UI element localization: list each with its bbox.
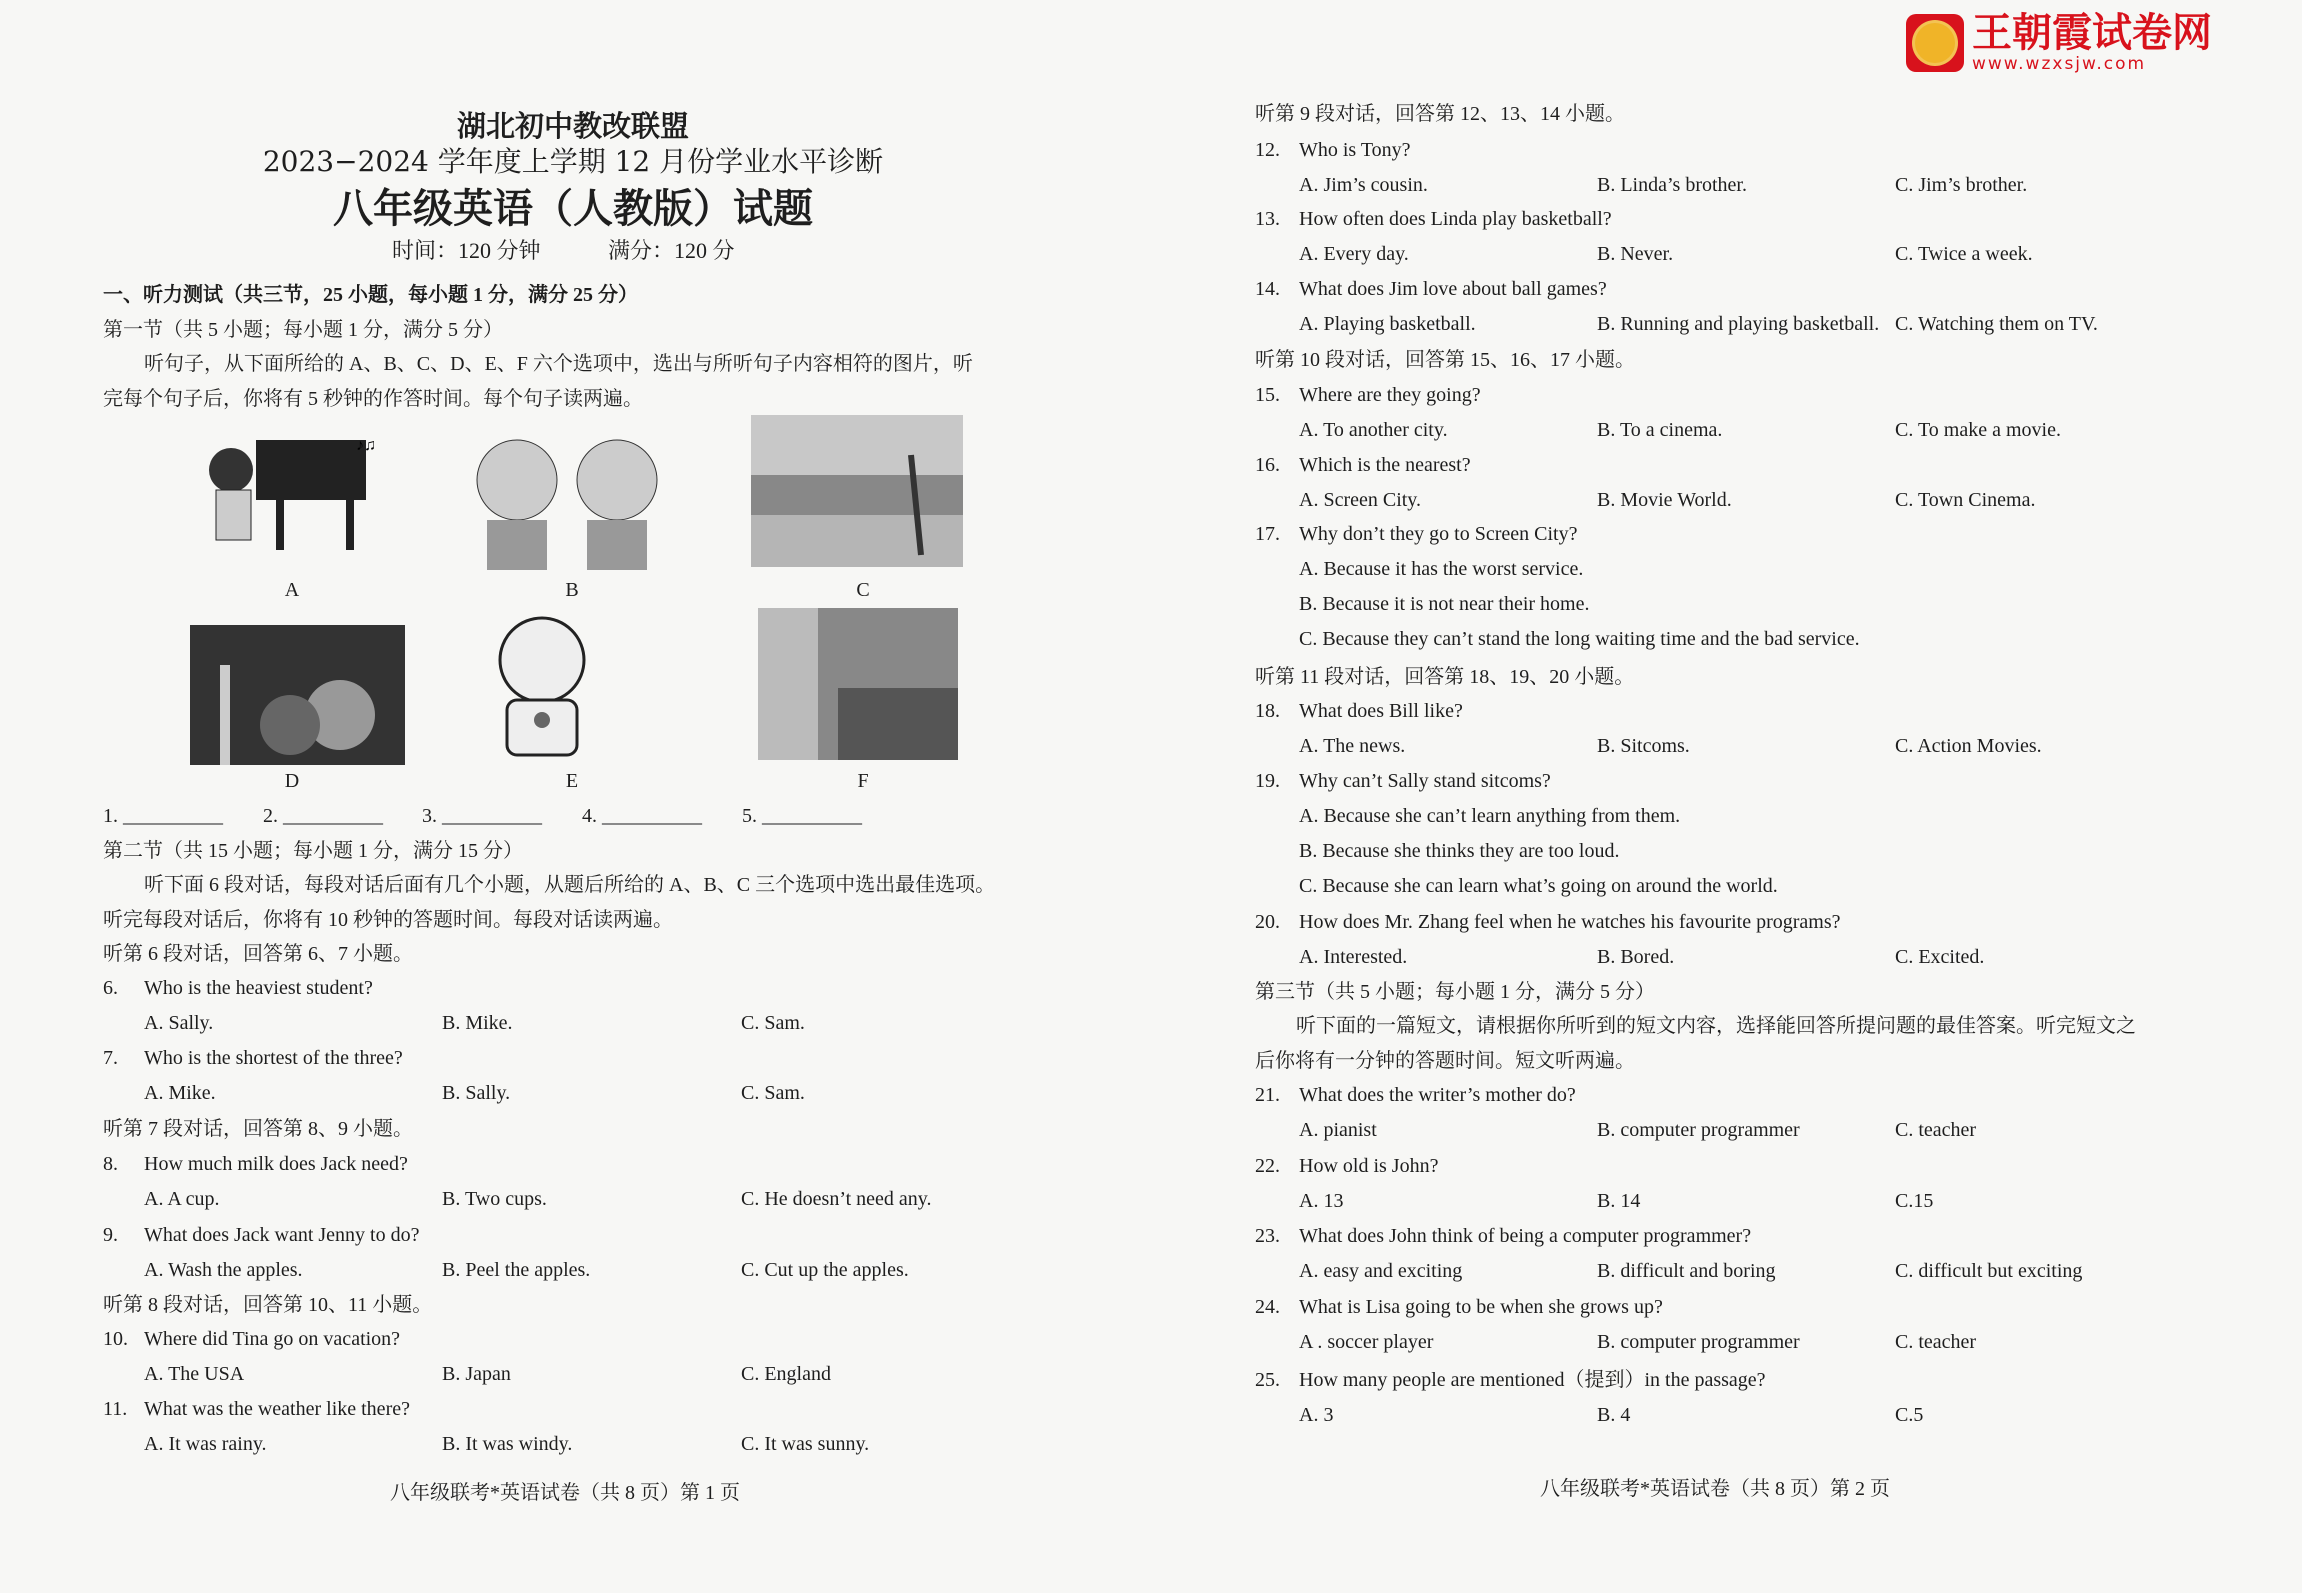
answer-blank[interactable]: 2. __________ xyxy=(263,805,383,827)
question-text: What is Lisa going to be when she grows up? xyxy=(1299,1296,1663,1318)
option-b[interactable]: B. Because she thinks they are too loud. xyxy=(1299,840,1620,862)
option-a[interactable]: A. 13 xyxy=(1299,1190,1344,1212)
question-text: Who is the heaviest student? xyxy=(144,977,373,999)
question-text: Where did Tina go on vacation? xyxy=(144,1328,401,1350)
page-footer-2: 八年级联考*英语试卷（共 8 页）第 2 页 xyxy=(1540,1478,1890,1500)
answer-blank[interactable]: 3. __________ xyxy=(422,805,542,827)
sec3-instructions-2: 后你将有一分钟的答题时间。短文听两遍。 xyxy=(1255,1050,1635,1072)
question-number: 25. xyxy=(1255,1369,1280,1391)
dialogue-heading: 听第 9 段对话，回答第 12、13、14 小题。 xyxy=(1255,103,1625,125)
option-a[interactable]: A. A cup. xyxy=(144,1188,220,1210)
question-text: What was the weather like there? xyxy=(144,1398,410,1420)
question-text: Who is Tony? xyxy=(1299,139,1411,161)
question-number: 22. xyxy=(1255,1155,1280,1177)
picture-c-beach xyxy=(751,415,963,567)
option-a[interactable]: A. Mike. xyxy=(144,1082,216,1104)
dialogue-heading: 听第 11 段对话，回答第 18、19、20 小题。 xyxy=(1255,666,1635,688)
option-c[interactable]: C. It was sunny. xyxy=(741,1433,870,1455)
option-a[interactable]: A. Wash the apples. xyxy=(144,1259,303,1281)
sec2-heading: 第二节（共 15 小题；每小题 1 分，满分 15 分） xyxy=(103,840,523,862)
option-b[interactable]: B. Movie World. xyxy=(1597,489,1732,511)
picture-d-vegetables xyxy=(190,625,405,765)
sec2-instructions-2: 听完每段对话后，你将有 10 秒钟的答题时间。每段对话读两遍。 xyxy=(103,909,673,931)
question-text: How much milk does Jack need? xyxy=(144,1153,408,1175)
sec1-instructions-2: 完每个句子后，你将有 5 秒钟的作答时间。每个句子读两遍。 xyxy=(103,388,643,410)
dialogue-heading: 听第 8 段对话，回答第 10、11 小题。 xyxy=(103,1294,433,1316)
question-text: How often does Linda play basketball? xyxy=(1299,208,1612,230)
option-b[interactable]: B. To a cinema. xyxy=(1597,419,1723,441)
question-number: 19. xyxy=(1255,770,1280,792)
option-c[interactable]: C. He doesn’t need any. xyxy=(741,1188,932,1210)
picture-label-f: F xyxy=(857,770,869,792)
sec1-heading: 第一节（共 5 小题；每小题 1 分，满分 5 分） xyxy=(103,319,503,341)
option-a[interactable]: A. Playing basketball. xyxy=(1299,313,1476,335)
question-number: 24. xyxy=(1255,1296,1280,1318)
option-c[interactable]: C. Excited. xyxy=(1895,946,1985,968)
question-number: 9. xyxy=(103,1224,118,1246)
picture-label-d: D xyxy=(284,770,300,792)
question-number: 14. xyxy=(1255,278,1280,300)
option-b[interactable]: B. difficult and boring xyxy=(1597,1260,1776,1282)
sec3-instructions: 听下面的一篇短文，请根据你所听到的短文内容，选择能回答所提问题的最佳答案。听完短文之 xyxy=(1296,1015,2136,1037)
page-title: 八年级英语（人教版）试题 xyxy=(333,185,813,232)
option-c[interactable]: C. Sam. xyxy=(741,1012,805,1034)
answer-blank[interactable]: 5. __________ xyxy=(742,805,862,827)
question-number: 6. xyxy=(103,977,118,999)
option-b[interactable]: B. Two cups. xyxy=(442,1188,547,1210)
option-c[interactable]: C. Twice a week. xyxy=(1895,243,2033,265)
sec3-heading: 第三节（共 5 小题；每小题 1 分，满分 5 分） xyxy=(1255,981,1655,1003)
logo-url: www.wzxsjw.com xyxy=(1972,54,2147,74)
option-b[interactable]: B. Linda’s brother. xyxy=(1597,174,1747,196)
option-c[interactable]: C. Because she can learn what’s going on around the world. xyxy=(1299,875,1778,897)
picture-b-girls xyxy=(437,420,697,570)
picture-f-street xyxy=(758,608,958,760)
option-a[interactable]: A. It was rainy. xyxy=(144,1433,267,1455)
question-number: 23. xyxy=(1255,1225,1280,1247)
question-text: How does Mr. Zhang feel when he watches his favourite programs? xyxy=(1299,911,1841,933)
title-term: 2023−2024 学年度上学期 12 月份学业水平诊断 xyxy=(262,145,884,178)
option-a[interactable]: A. Interested. xyxy=(1299,946,1408,968)
option-a[interactable]: A. Jim’s cousin. xyxy=(1299,174,1428,196)
site-logo xyxy=(1906,12,2212,74)
question-number: 20. xyxy=(1255,911,1280,933)
option-a[interactable]: A. To another city. xyxy=(1299,419,1448,441)
question-text: What does John think of being a computer programmer? xyxy=(1299,1225,1752,1247)
question-text: What does Jack want Jenny to do? xyxy=(144,1224,420,1246)
option-c[interactable]: C. Sam. xyxy=(741,1082,805,1104)
question-text: What does Jim love about ball games? xyxy=(1299,278,1607,300)
option-a[interactable]: A. Screen City. xyxy=(1299,489,1422,511)
option-b[interactable]: B. Japan xyxy=(442,1363,511,1385)
option-b[interactable]: B. Running and playing basketball. xyxy=(1597,313,1880,335)
option-a[interactable]: A. Every day. xyxy=(1299,243,1409,265)
question-text: Why don’t they go to Screen City? xyxy=(1299,523,1578,545)
dialogue-heading: 听第 6 段对话，回答第 6、7 小题。 xyxy=(103,943,413,965)
option-b[interactable]: B. Sally. xyxy=(442,1082,511,1104)
option-a[interactable]: A. Sally. xyxy=(144,1012,214,1034)
option-b[interactable]: B. Mike. xyxy=(442,1012,513,1034)
option-a[interactable]: A. Because it has the worst service. xyxy=(1299,558,1584,580)
option-b[interactable]: B. Because it is not near their home. xyxy=(1299,593,1590,615)
option-c[interactable]: C. Watching them on TV. xyxy=(1895,313,2098,335)
option-c[interactable]: C. Jim’s brother. xyxy=(1895,174,2028,196)
answer-blank[interactable]: 4. __________ xyxy=(582,805,702,827)
option-b[interactable]: B. 14 xyxy=(1597,1190,1641,1212)
question-text: How many people are mentioned（提到）in the passage? xyxy=(1299,1369,1766,1391)
option-a[interactable]: A. 3 xyxy=(1299,1404,1334,1426)
question-number: 13. xyxy=(1255,208,1280,230)
sec1-instructions: 听句子，从下面所给的 A、B、C、D、E、F 六个选项中，选出与所听句子内容相符的图片，听 xyxy=(144,353,973,375)
answer-blank[interactable]: 1. __________ xyxy=(103,805,223,827)
option-c[interactable]: C. To make a movie. xyxy=(1895,419,2061,441)
option-a[interactable]: A. The news. xyxy=(1299,735,1406,757)
option-b[interactable]: B. Sitcoms. xyxy=(1597,735,1690,757)
question-text: Which is the nearest? xyxy=(1299,454,1471,476)
question-number: 8. xyxy=(103,1153,118,1175)
option-c[interactable]: C. Action Movies. xyxy=(1895,735,2042,757)
question-number: 11. xyxy=(103,1398,128,1420)
question-text: Who is the shortest of the three? xyxy=(144,1047,403,1069)
question-number: 12. xyxy=(1255,139,1280,161)
logo-badge-icon xyxy=(1906,14,1964,72)
option-b[interactable]: B. Peel the apples. xyxy=(442,1259,591,1281)
dialogue-heading: 听第 7 段对话，回答第 8、9 小题。 xyxy=(103,1118,413,1140)
question-number: 21. xyxy=(1255,1084,1280,1106)
option-a[interactable]: A . soccer player xyxy=(1299,1331,1434,1353)
option-a[interactable]: A. pianist xyxy=(1299,1119,1377,1141)
picture-label-c: C xyxy=(856,579,870,601)
exam-time: 时间：120 分钟 xyxy=(392,238,541,263)
picture-a-piano xyxy=(196,420,391,572)
question-text: What does Bill like? xyxy=(1299,700,1463,722)
question-number: 16. xyxy=(1255,454,1280,476)
option-a[interactable]: A. Because she can’t learn anything from them. xyxy=(1299,805,1681,827)
option-c[interactable]: C.15 xyxy=(1895,1190,1934,1212)
option-a[interactable]: A. The USA xyxy=(144,1363,245,1385)
option-c[interactable]: C. teacher xyxy=(1895,1119,1977,1141)
option-c[interactable]: C. difficult but exciting xyxy=(1895,1260,2083,1282)
question-number: 18. xyxy=(1255,700,1280,722)
dialogue-heading: 听第 10 段对话，回答第 15、16、17 小题。 xyxy=(1255,349,1635,371)
picture-label-a: A xyxy=(284,579,300,601)
option-b[interactable]: B. 4 xyxy=(1597,1404,1631,1426)
picture-label-e: E xyxy=(565,770,579,792)
title-alliance: 湖北初中教改联盟 xyxy=(456,109,690,143)
picture-label-b: B xyxy=(565,579,579,601)
question-number: 10. xyxy=(103,1328,128,1350)
question-number: 17. xyxy=(1255,523,1280,545)
option-b[interactable]: B. Bored. xyxy=(1597,946,1675,968)
logo-name: 王朝霞试卷网 xyxy=(1972,10,2212,56)
option-b[interactable]: B. Never. xyxy=(1597,243,1674,265)
option-b[interactable]: B. computer programmer xyxy=(1597,1119,1800,1141)
option-a[interactable]: A. easy and exciting xyxy=(1299,1260,1463,1282)
option-c[interactable]: C. Because they can’t stand the long waiting time and the bad service. xyxy=(1299,628,1860,650)
question-number: 7. xyxy=(103,1047,118,1069)
question-text: How old is John? xyxy=(1299,1155,1439,1177)
option-c[interactable]: C. England xyxy=(741,1363,831,1385)
option-c[interactable]: C. Town Cinema. xyxy=(1895,489,2036,511)
option-c[interactable]: C.5 xyxy=(1895,1404,1924,1426)
picture-e-astronaut xyxy=(467,610,617,765)
question-text: Why can’t Sally stand sitcoms? xyxy=(1299,770,1551,792)
question-text: Where are they going? xyxy=(1299,384,1481,406)
option-b[interactable]: B. It was windy. xyxy=(442,1433,573,1455)
question-text: What does the writer’s mother do? xyxy=(1299,1084,1576,1106)
option-b[interactable]: B. computer programmer xyxy=(1597,1331,1800,1353)
option-c[interactable]: C. Cut up the apples. xyxy=(741,1259,909,1281)
svg-text:♪♫: ♪♫ xyxy=(356,437,376,454)
sec2-instructions: 听下面 6 段对话，每段对话后面有几个小题，从题后所给的 A、B、C 三个选项中选出最佳选项。 xyxy=(144,874,996,896)
part1-heading: 一、听力测试（共三节，25 小题，每小题 1 分，满分 25 分） xyxy=(103,284,638,306)
option-c[interactable]: C. teacher xyxy=(1895,1331,1977,1353)
exam-score: 满分：120 分 xyxy=(608,238,735,263)
page-footer-1: 八年级联考*英语试卷（共 8 页）第 1 页 xyxy=(390,1482,740,1504)
question-number: 15. xyxy=(1255,384,1280,406)
